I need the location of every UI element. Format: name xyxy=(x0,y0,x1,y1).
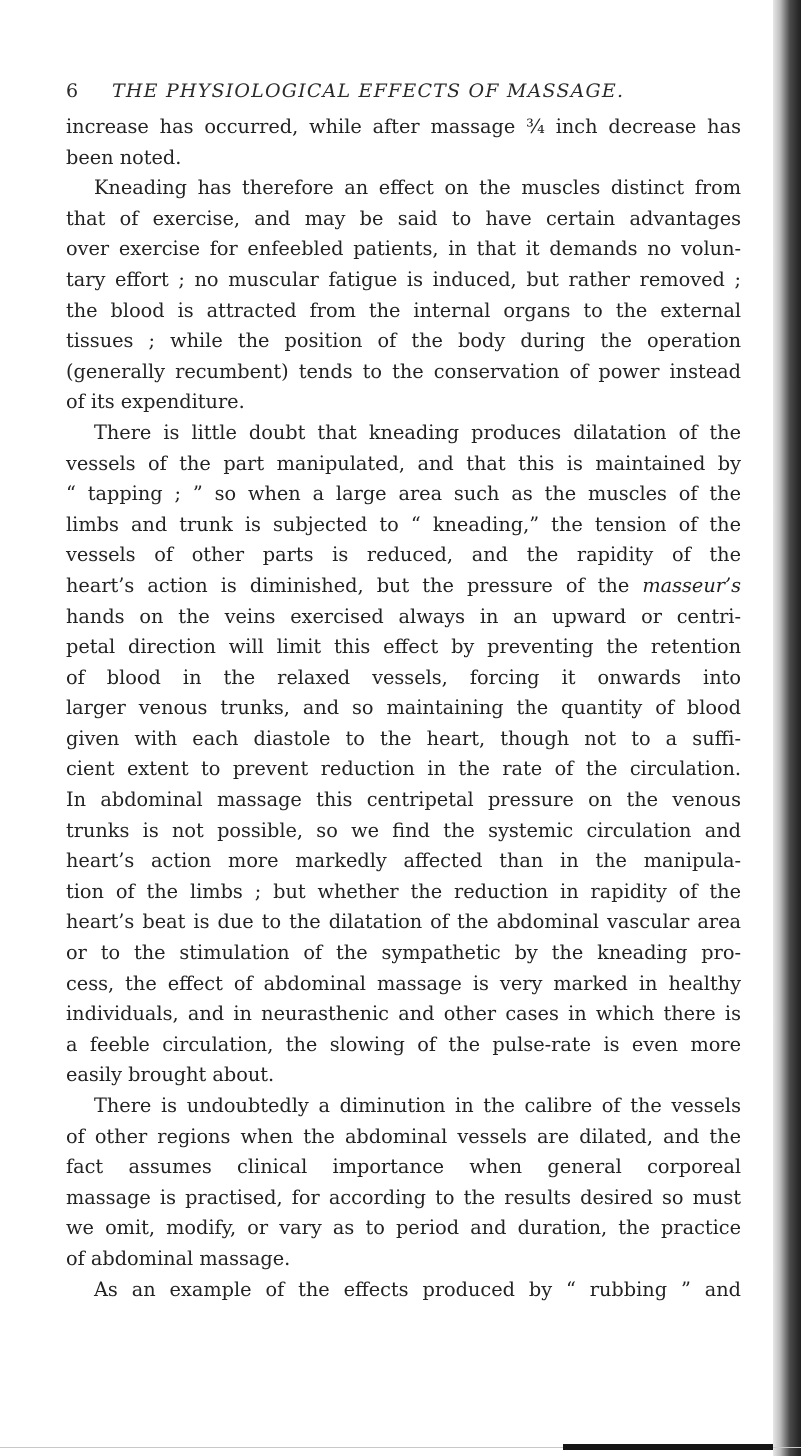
text-line: As an example of the effects produced by “ rubbing ” and xyxy=(94,1277,741,1301)
text-line: tary effort ; no muscular fatigue is induced, but rather removed ; xyxy=(66,267,741,291)
text-line: heart’s action more markedly affected than in the manipula- xyxy=(66,849,741,873)
text-line: or to the stimulation of the sympathetic by the kneading pro- xyxy=(66,941,741,965)
text-line: massage is practised, for according to the results desired so must xyxy=(66,1185,741,1209)
text-line: a feeble circulation, the slowing of the pulse-rate is even more xyxy=(66,1032,741,1056)
text-line: cient extent to prevent reduction in the rate of the circulation. xyxy=(66,757,741,781)
text-line: individuals, and in neurasthenic and other cases in which there is xyxy=(66,1002,741,1026)
text-line: of other regions when the abdominal vessels are dilated, and the xyxy=(66,1124,741,1148)
text-line: of blood in the relaxed vessels, forcing it onwards into xyxy=(66,665,741,689)
italic-word: masseur’s xyxy=(642,573,741,597)
page-binding-edge xyxy=(773,0,801,1456)
text-line: trunks is not possible, so we find the systemic circulation and xyxy=(66,818,741,842)
text-line: cess, the effect of abdominal massage is very marked in healthy xyxy=(66,971,741,995)
text-line: petal direction will limit this effect by preventing the retention xyxy=(66,635,741,659)
text-line: heart’s action is diminished, but the pressure of the masseur’s xyxy=(66,573,741,597)
text-line: (generally recumbent) tends to the conservation of power instead xyxy=(66,359,741,383)
text-line: Kneading has therefore an effect on the muscles distinct from xyxy=(94,176,741,200)
text-line: we omit, modify, or vary as to period and duration, the practice xyxy=(66,1216,741,1240)
text-line: tissues ; while the position of the body during the operation xyxy=(66,329,741,353)
text-line: heart’s beat is due to the dilatation of the abdominal vascular area xyxy=(66,910,741,934)
text-line: vessels of other parts is reduced, and the rapidity of the xyxy=(66,543,741,567)
body-text xyxy=(66,112,741,1305)
text-line: hands on the veins exercised always in an upward or centri- xyxy=(66,604,741,628)
text-line: There is undoubtedly a diminution in the calibre of the vessels xyxy=(94,1094,741,1117)
text-line: given with each diastole to the heart, though not to a suffi- xyxy=(66,726,741,750)
text-line: vessels of the part manipulated, and that this is maintained by xyxy=(66,451,741,475)
bottom-scan-bar xyxy=(563,1444,773,1450)
text-line: larger venous trunks, and so maintaining the quantity of blood xyxy=(66,696,741,720)
running-header xyxy=(66,80,624,102)
text-line: In abdominal massage this centripetal pressure on the venous xyxy=(66,788,741,812)
text-line: fact assumes clinical importance when general corporeal xyxy=(66,1155,741,1179)
text-line: tion of the limbs ; but whether the reduction in rapidity of the xyxy=(66,879,741,903)
text-line: easily brought about. xyxy=(66,1063,275,1087)
text-line: been noted. xyxy=(66,145,182,169)
text-line: of its expenditure. xyxy=(66,390,245,414)
text-line: that of exercise, and may be said to have certain advantages xyxy=(66,206,741,230)
running-title: THE PHYSIOLOGICAL EFFECTS OF MASSAGE. xyxy=(112,80,625,102)
text-line: increase has occurred, while after massage ¾ inch decrease has xyxy=(66,115,741,138)
page-number: 6 xyxy=(66,80,80,102)
text-line: limbs and trunk is subjected to “ kneading,” the tension of the xyxy=(66,512,741,536)
text-line: of abdominal massage. xyxy=(66,1246,291,1270)
text-line: “ tapping ; ” so when a large area such as the muscles of the xyxy=(66,482,741,506)
text-line: There is little doubt that kneading produces dilatation of the xyxy=(94,420,741,444)
text-line: over exercise for enfeebled patients, in that it demands no volun- xyxy=(66,237,741,261)
text-line: the blood is attracted from the internal organs to the external xyxy=(66,298,741,322)
